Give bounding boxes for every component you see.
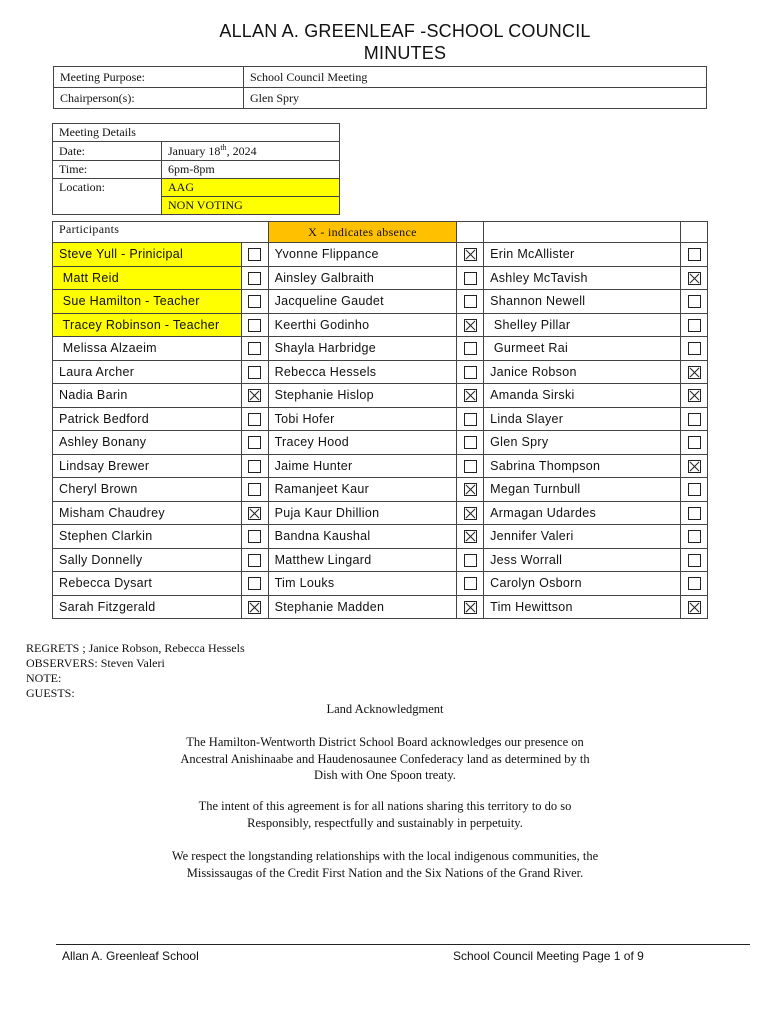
participant-row [53, 384, 708, 408]
attendance-cell [241, 525, 268, 549]
participant-row [53, 548, 708, 572]
absent-checkbox-icon[interactable] [248, 601, 261, 614]
absence-legend: X - indicates absence [268, 222, 457, 243]
present-checkbox-icon[interactable] [248, 577, 261, 590]
participant-name: Tracey Hood [268, 431, 457, 455]
participant-name: Jaime Hunter [268, 454, 457, 478]
ack-p3-line2: Mississaugas of the Credit First Nation and the Six Nations of the Grand River. [186, 865, 584, 880]
ack-paragraph-3 [0, 848, 770, 881]
participant-name: Keerthi Godinho [268, 313, 457, 337]
ack-paragraph-1 [0, 734, 770, 784]
attendance-cell [241, 266, 268, 290]
participant-name: Stephanie Hislop [268, 384, 457, 408]
participant-name: Jess Worrall [484, 548, 681, 572]
chair-value: Glen Spry [244, 88, 707, 109]
ack-heading: Land Acknowledgment [326, 702, 444, 716]
absent-checkbox-icon[interactable] [248, 389, 261, 402]
participant-name: Ashley McTavish [484, 266, 681, 290]
attendance-cell [457, 525, 484, 549]
time-value: 6pm-8pm [162, 161, 340, 179]
present-checkbox-icon[interactable] [464, 272, 477, 285]
purpose-label: Meeting Purpose: [54, 67, 244, 88]
attendance-cell [681, 454, 708, 478]
present-checkbox-icon[interactable] [464, 436, 477, 449]
participant-name: Armagan Udardes [484, 501, 681, 525]
present-checkbox-icon[interactable] [248, 319, 261, 332]
participant-name: Amanda Sirski [484, 384, 681, 408]
location-label: Location: [53, 179, 162, 215]
attendance-cell [457, 313, 484, 337]
participant-name: Stephen Clarkin [53, 525, 242, 549]
attendance-cell [681, 407, 708, 431]
chair-label: Chairperson(s): [54, 88, 244, 109]
time-label: Time: [53, 161, 162, 179]
ack-paragraph-2 [0, 798, 770, 831]
participant-name: Jacqueline Gaudet [268, 290, 457, 314]
present-checkbox-icon[interactable] [688, 319, 701, 332]
attendance-cell [457, 384, 484, 408]
participant-name: Gurmeet Rai [484, 337, 681, 361]
participant-name: Sue Hamilton - Teacher [53, 290, 242, 314]
participant-name: Stephanie Madden [268, 595, 457, 619]
present-checkbox-icon[interactable] [688, 554, 701, 567]
attendance-cell [681, 384, 708, 408]
attendance-cell [681, 290, 708, 314]
present-checkbox-icon[interactable] [248, 554, 261, 567]
title-line-1: ALLAN A. GREENLEAF -SCHOOL COUNCIL [219, 21, 591, 41]
participant-row [53, 243, 708, 267]
participant-name: Rebecca Dysart [53, 572, 242, 596]
attendance-cell [681, 360, 708, 384]
participants-table [52, 221, 708, 619]
participant-name: Laura Archer [53, 360, 242, 384]
attendance-cell [457, 595, 484, 619]
meeting-details-table [52, 123, 340, 215]
present-checkbox-icon[interactable] [248, 530, 261, 543]
purpose-value: School Council Meeting [244, 67, 707, 88]
participant-row [53, 360, 708, 384]
absent-checkbox-icon[interactable] [688, 272, 701, 285]
present-checkbox-icon[interactable] [464, 342, 477, 355]
absent-checkbox-icon[interactable] [248, 507, 261, 520]
participant-row [53, 337, 708, 361]
present-checkbox-icon[interactable] [688, 530, 701, 543]
attendance-cell [681, 337, 708, 361]
absent-checkbox-icon[interactable] [464, 248, 477, 261]
present-checkbox-icon[interactable] [248, 460, 261, 473]
footer-divider [56, 944, 750, 945]
attendance-cell [241, 595, 268, 619]
attendance-cell [681, 313, 708, 337]
participant-name: Melissa Alzaeim [53, 337, 242, 361]
location-value: AAG [162, 179, 340, 197]
participant-name: Linda Slayer [484, 407, 681, 431]
attendance-cell [457, 360, 484, 384]
document-title [0, 20, 770, 64]
absent-checkbox-icon[interactable] [688, 601, 701, 614]
absent-checkbox-icon[interactable] [464, 389, 477, 402]
attendance-cell [241, 572, 268, 596]
date-value: January 18th, 2024 [162, 142, 340, 161]
attendance-cell [241, 360, 268, 384]
attendance-cell [681, 501, 708, 525]
footer-school: Allan A. Greenleaf School [62, 949, 199, 963]
present-checkbox-icon[interactable] [248, 272, 261, 285]
attendance-cell [681, 595, 708, 619]
attendance-cell [241, 407, 268, 431]
guests: GUESTS: [26, 686, 75, 700]
present-checkbox-icon[interactable] [688, 413, 701, 426]
attendance-cell [457, 243, 484, 267]
participant-name: Shannon Newell [484, 290, 681, 314]
participant-name: Matt Reid [53, 266, 242, 290]
attendance-cell [681, 478, 708, 502]
footer-page: School Council Meeting Page 1 of 9 [453, 949, 644, 963]
present-checkbox-icon[interactable] [248, 483, 261, 496]
participant-name: Nadia Barin [53, 384, 242, 408]
participant-name: Matthew Lingard [268, 548, 457, 572]
participant-name: Tracey Robinson - Teacher [53, 313, 242, 337]
title-line-2: MINUTES [363, 43, 447, 63]
attendance-cell [457, 501, 484, 525]
attendance-cell [457, 572, 484, 596]
attendance-cell [241, 290, 268, 314]
header-blank [681, 222, 708, 243]
attendance-cell [681, 266, 708, 290]
attendance-cell [457, 431, 484, 455]
present-checkbox-icon[interactable] [248, 366, 261, 379]
participant-row [53, 478, 708, 502]
ack-p3-line1: We respect the longstanding relationships with the local indigenous communities, the [171, 849, 599, 863]
participant-name: Carolyn Osborn [484, 572, 681, 596]
participant-name: Cheryl Brown [53, 478, 242, 502]
absent-checkbox-icon[interactable] [464, 530, 477, 543]
participant-name: Tim Louks [268, 572, 457, 596]
participant-row [53, 454, 708, 478]
absent-checkbox-icon[interactable] [464, 319, 477, 332]
participant-name: Sally Donnelly [53, 548, 242, 572]
participant-name: Erin McAllister [484, 243, 681, 267]
participant-name: Glen Spry [484, 431, 681, 455]
participant-name: Steve Yull - Prinicipal [53, 243, 242, 267]
present-checkbox-icon[interactable] [248, 436, 261, 449]
attendance-cell [681, 431, 708, 455]
attendance-cell [241, 313, 268, 337]
attendance-cell [241, 478, 268, 502]
date-label: Date: [53, 142, 162, 161]
attendance-cell [241, 243, 268, 267]
ack-p2-line1: The intent of this agreement is for all nations sharing this territory to do so [198, 799, 572, 813]
participant-name: Rebecca Hessels [268, 360, 457, 384]
present-checkbox-icon[interactable] [464, 413, 477, 426]
participant-name: Tobi Hofer [268, 407, 457, 431]
absent-checkbox-icon[interactable] [464, 507, 477, 520]
present-checkbox-icon[interactable] [688, 295, 701, 308]
present-checkbox-icon[interactable] [248, 248, 261, 261]
regrets: REGRETS ; Janice Robson, Rebecca Hessels [26, 641, 245, 655]
attendance-cell [457, 266, 484, 290]
absent-checkbox-icon[interactable] [688, 389, 701, 402]
participant-name: Yvonne Flippance [268, 243, 457, 267]
participant-row [53, 313, 708, 337]
present-checkbox-icon[interactable] [688, 342, 701, 355]
present-checkbox-icon[interactable] [688, 507, 701, 520]
participant-name: Bandna Kaushal [268, 525, 457, 549]
present-checkbox-icon[interactable] [464, 577, 477, 590]
absent-checkbox-icon[interactable] [688, 366, 701, 379]
ack-p2-line2: Responsibly, respectfully and sustainably in perpetuity. [247, 815, 523, 830]
present-checkbox-icon[interactable] [248, 295, 261, 308]
participant-name: Tim Hewittson [484, 595, 681, 619]
attendance-cell [457, 337, 484, 361]
note: NOTE: [26, 671, 62, 685]
attendance-cell [681, 243, 708, 267]
ack-p1-line2: Ancestral Anishinaabe and Haudenosaunee Confederacy land as determined by th [180, 751, 590, 766]
attendance-cell [241, 384, 268, 408]
participant-name: Lindsay Brewer [53, 454, 242, 478]
participant-name: Ashley Bonany [53, 431, 242, 455]
participant-row [53, 266, 708, 290]
absent-checkbox-icon[interactable] [464, 601, 477, 614]
present-checkbox-icon[interactable] [688, 248, 701, 261]
present-checkbox-icon[interactable] [248, 413, 261, 426]
participant-name: Megan Turnbull [484, 478, 681, 502]
participant-name: Shayla Harbridge [268, 337, 457, 361]
participant-name: Sabrina Thompson [484, 454, 681, 478]
attendance-cell [457, 548, 484, 572]
participants-heading: Participants [53, 222, 269, 243]
participant-name: Jennifer Valeri [484, 525, 681, 549]
participant-row [53, 407, 708, 431]
absent-checkbox-icon[interactable] [688, 460, 701, 473]
participant-row [53, 501, 708, 525]
attendance-cell [241, 337, 268, 361]
attendance-cell [241, 454, 268, 478]
ack-p1-line1: The Hamilton-Wentworth District School Board acknowledges our presence on [186, 735, 584, 749]
participant-name: Ramanjeet Kaur [268, 478, 457, 502]
participant-name: Shelley Pillar [484, 313, 681, 337]
participant-name: Janice Robson [484, 360, 681, 384]
attendance-cell [457, 454, 484, 478]
present-checkbox-icon[interactable] [464, 554, 477, 567]
participant-name: Sarah Fitzgerald [53, 595, 242, 619]
present-checkbox-icon[interactable] [688, 436, 701, 449]
voting-note: NON VOTING [162, 197, 340, 215]
present-checkbox-icon[interactable] [464, 366, 477, 379]
attendance-cell [681, 548, 708, 572]
present-checkbox-icon[interactable] [248, 342, 261, 355]
attendance-cell [457, 478, 484, 502]
participant-row [53, 572, 708, 596]
header-blank [484, 222, 681, 243]
attendance-cell [241, 431, 268, 455]
attendance-cell [457, 290, 484, 314]
participant-name: Misham Chaudrey [53, 501, 242, 525]
attendance-cell [457, 407, 484, 431]
participant-row [53, 431, 708, 455]
present-checkbox-icon[interactable] [688, 577, 701, 590]
participant-name: Patrick Bedford [53, 407, 242, 431]
attendance-notes [26, 641, 245, 701]
attendance-cell [681, 572, 708, 596]
present-checkbox-icon[interactable] [464, 460, 477, 473]
observers: OBSERVERS: Steven Valeri [26, 656, 165, 670]
participant-row [53, 595, 708, 619]
present-checkbox-icon[interactable] [464, 295, 477, 308]
attendance-cell [241, 501, 268, 525]
participant-row [53, 525, 708, 549]
ack-p1-line3: Dish with One Spoon treaty. [314, 768, 456, 782]
meeting-info-table [53, 66, 707, 109]
attendance-cell [681, 525, 708, 549]
participant-row [53, 290, 708, 314]
details-heading: Meeting Details [53, 124, 340, 142]
absent-checkbox-icon[interactable] [464, 483, 477, 496]
header-blank [457, 222, 484, 243]
participant-name: Puja Kaur Dhillion [268, 501, 457, 525]
participant-name: Ainsley Galbraith [268, 266, 457, 290]
present-checkbox-icon[interactable] [688, 483, 701, 496]
attendance-cell [241, 548, 268, 572]
